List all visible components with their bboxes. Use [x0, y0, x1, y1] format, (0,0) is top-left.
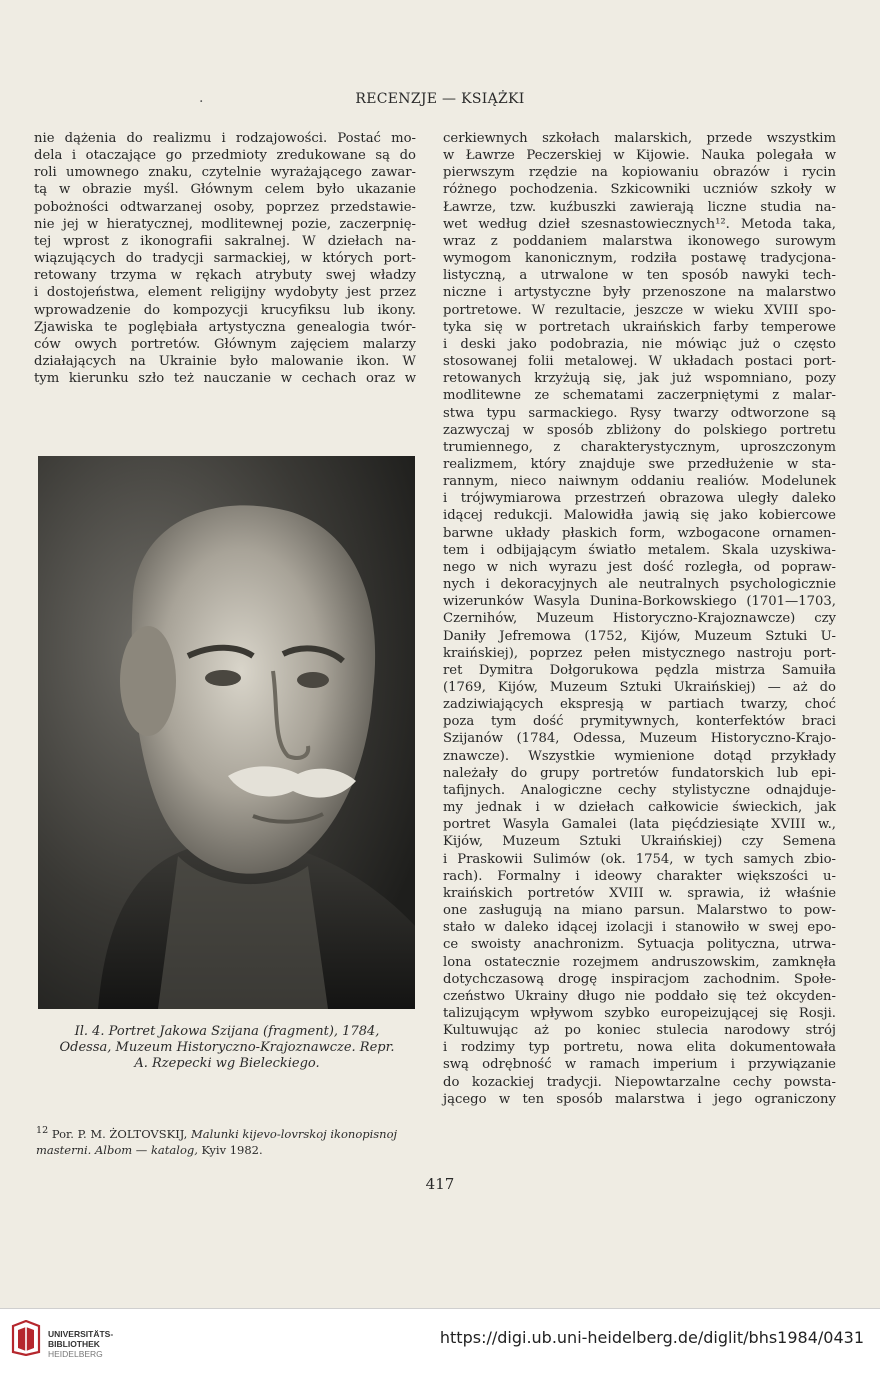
- right_column-line: listyczną, a utrwalone w ten sposób nawyki tech-: [443, 268, 836, 284]
- right_column-line: portretowe. W rezultacie, jeszcze w wieku XVIII spo-: [443, 302, 836, 318]
- left_column-line: działających na Ukrainie było malowanie ikon. W: [34, 354, 416, 370]
- right_column-line: Kultuwując aż po koniec stulecia narodowy strój: [443, 1023, 836, 1039]
- right_column-line: Czernihów, Muzeum Historyczno-Krajoznawcze) czy: [443, 611, 836, 627]
- right_column-line: lona ostatecznie rozejmem andruszowskim, zamknęła: [443, 954, 836, 970]
- right_column-line: stwa typu sarmackiego. Rysy twarzy odtworzone są: [443, 405, 836, 421]
- right_column-line: trumiennego, z charakterystycznym, uproszczonym: [443, 439, 836, 455]
- page-number: 417: [425, 1175, 455, 1193]
- caption-line: Il. 4. Portret Jakowa Szijana (fragment), 1784,: [74, 1024, 380, 1039]
- right_column-line: tyka się w portretach ukraińskich farby temperowe: [443, 319, 836, 335]
- caption-line: Odessa, Muzeum Historyczno-Krajoznawcze. Repr.: [59, 1040, 395, 1055]
- right_column-line: Kijów, Muzeum Sztuki Ukraińskiej) czy Semena: [443, 834, 836, 850]
- library-name: [48, 1329, 113, 1359]
- right_column-line: nych i dekoracyjnych ale neutralnych psychologicznie: [443, 577, 836, 593]
- running-header: RECENZJE — KSIĄŻKI: [355, 91, 525, 107]
- right_column-line: zazwyczaj w sposób zbliżony do polskiego portretu: [443, 422, 836, 438]
- right_column-line: wizerunków Wasyla Dunina-Borkowskiego (1701—1703,: [443, 594, 836, 610]
- figure-caption: [36, 1024, 418, 1072]
- right_column-line: rach). Formalny i ideowy charakter większości u-: [443, 868, 836, 884]
- right_column-line: dotychczasową drogę inspiracjom zachodnim. Społe-: [443, 971, 836, 987]
- university-library-logo-icon: [10, 1320, 42, 1356]
- right_column-line: różnego pochodzenia. Szkicowniki uczniów szkoły w: [443, 182, 836, 198]
- library-name-line-3: HEIDELBERG: [48, 1349, 103, 1359]
- right_column-line: nego w nich wyrazu jest dość rozległa, od popraw-: [443, 559, 836, 575]
- right_column-line: stało w daleko idącej izolacji i stanowiło w swej epo-: [443, 920, 836, 936]
- right_column-line: swą odrębność w ramach imperium i przywiązanie: [443, 1057, 836, 1073]
- right_column-line: ret Dymitra Dołgorukowa pędzla mistrza Samuiła: [443, 662, 836, 678]
- left_column-line: wprowadzenie do kompozycji krucyfiksu lub ikony.: [34, 302, 416, 318]
- footnote-title: Malunki kijevo-lovrskoj ikonopisnoj masterni. Albom — katalog,: [36, 1126, 398, 1157]
- page-dot-mark: .: [199, 90, 204, 106]
- left_column-line: ców owych portretów. Głównym zajęciem malarzy: [34, 336, 416, 352]
- right_column-line: kraińskiej), poprzez pełen mistycznego nastroju port-: [443, 645, 836, 661]
- right_column-line: Szijanów (1784, Odessa, Muzeum Historyczno-Krajo-: [443, 731, 836, 747]
- footnote-12: [36, 1123, 426, 1158]
- right_column-line: pierwszym rzędzie na kopiowaniu obrazów i rycin: [443, 165, 836, 181]
- left_column-line: tej wprost z ikonografii sakralnej. W dziełach na-: [34, 233, 416, 249]
- caption-line: A. Rzepecki wg Bieleckiego.: [134, 1056, 320, 1071]
- right_column-line: retowanych krzyżują się, jak już wspomniano, pozy: [443, 371, 836, 387]
- right_column-line: rannym, nieco naiwnym oddaniu realiów. Modelunek: [443, 474, 836, 490]
- right_column-line: stosowanej folii metalowej. W układach postaci port-: [443, 354, 836, 370]
- left_column-line: Zjawiska te poglębiała artystyczna genealogia twór-: [34, 319, 416, 335]
- right_column-line: tem i odbijającym światło metalem. Skala uzyskiwa-: [443, 542, 836, 558]
- right_column-line: do kozackiej tradycji. Niepowtarzalne cechy powsta-: [443, 1074, 836, 1090]
- left_column-line: wiązujących do tradycji sarmackiej, w których port-: [34, 251, 416, 267]
- right_column-line: cerkiewnych szkołach malarskich, przede wszystkim: [443, 131, 836, 146]
- left_column-line: pobożności odtwarzanej osoby, poprzez przedstawie-: [34, 199, 416, 215]
- right_column-line: wet według dzieł szesnastowiecznych¹². Metoda taka,: [443, 216, 836, 232]
- footnote-number: 12: [36, 1125, 49, 1136]
- right_column-line: należały do grupy portretów fundatorskich lub epi-: [443, 765, 836, 781]
- right_column-line: i trójwymiarowa przestrzeń obrazowa uległy daleko: [443, 491, 836, 507]
- right_column-line: Daniły Jefremowa (1752, Kijów, Muzeum Sztuki U-: [443, 628, 836, 644]
- viewer-footer: [0, 1308, 880, 1374]
- left_column-line: dela i otaczające go przedmioty zredukowane są do: [34, 148, 416, 164]
- right_column-line: i deski jako podobrazia, nie mówiąc już o często: [443, 336, 836, 352]
- library-name-line-1: UNIVERSITÄTS-: [48, 1329, 114, 1339]
- right_column-line: barwne układy płaskich form, wzbogacone ornamen-: [443, 525, 836, 541]
- footnote-text-before: Por. P. M. ŻOLTOVSKIJ,: [51, 1126, 191, 1141]
- right_column-line: idącej redukcji. Malowidła jawią się jako kobiercowe: [443, 508, 836, 524]
- right-column-text: [443, 130, 836, 1108]
- right_column-line: zadziwiających ekspresją w partiach twarzy, choć: [443, 697, 836, 713]
- right_column-line: czeństwo Ukrainy długo nie poddało się też okcyden-: [443, 988, 836, 1004]
- right_column-line: wymogom kanonicznym, rodziła postawę tradycjona-: [443, 251, 836, 267]
- right_column-line: kraińskich portretów XVIII w. sprawia, iż właśnie: [443, 885, 836, 901]
- left_column-line: nie jej w hieratycznej, modlitewnej pozie, zaczerpnię-: [34, 216, 416, 232]
- permalink-url[interactable]: https://digi.ub.uni-heidelberg.de/diglit/bhs1984/0431: [439, 1328, 864, 1347]
- right_column-line: realizmem, który znajduje swe przedłużenie w sta-: [443, 456, 836, 472]
- left_column-line: tym kierunku szło też nauczanie w cechach oraz w: [34, 371, 416, 387]
- left_column-line: nie dążenia do realizmu i rodzajowości. Postać mo-: [34, 131, 416, 146]
- right_column-line: poza tym dość prymitywnych, konterfektów braci: [443, 714, 836, 730]
- right_column-line: jącego w ten sposób malarstwa i jego ograniczony: [443, 1091, 836, 1107]
- left-column-text: [34, 130, 416, 387]
- right_column-line: (1769, Kijów, Muzeum Sztuki Ukraińskiej) — aż do: [443, 680, 836, 695]
- right_column-line: tafijnych. Analogiczne cechy stylistyczne odnajduje-: [443, 782, 836, 798]
- right_column-line: znawcze). Wszystkie wymienione dotąd przykłady: [443, 748, 836, 764]
- footnote-text-after: Kyiv 1982.: [197, 1142, 263, 1157]
- right_column-line: modlitewne ze schematami zaczerpniętymi z malar-: [443, 388, 836, 404]
- left_column-line: tą w obrazie myśl. Głównym celem było ukazanie: [34, 182, 416, 198]
- left_column-line: retowany trzyma w rękach atrybuty swej władzy: [34, 268, 416, 284]
- right_column-line: wraz z poddaniem malarstwa ikonowego surowym: [443, 233, 836, 249]
- right_column-line: i rodzimy typ portretu, nowa elita dokumentowała: [443, 1040, 836, 1056]
- right_column-line: my jednak i w dziełach całkowicie świeckich, jak: [443, 800, 836, 816]
- library-name-line-2: BIBLIOTHEK: [48, 1339, 100, 1349]
- right_column-line: niczne i artystyczne były przenoszone na malarstwo: [443, 285, 836, 301]
- right_column-line: one zasługują na miano parsun. Malarstwo to pow-: [443, 903, 836, 919]
- portrait-image: [38, 456, 415, 1009]
- right_column-line: w Ławrze Peczerskiej w Kijowie. Nauka polegała w: [443, 148, 836, 164]
- right_column-line: talizującym wpływom szybko europeizującej się Rosji.: [443, 1005, 836, 1021]
- left_column-line: roli umownego znaku, czytelnie wyrażającego zawar-: [34, 165, 416, 181]
- right_column-line: i Praskowii Sulimów (ok. 1754, w tych samych zbio-: [443, 851, 836, 867]
- right_column-line: Ławrze, tzw. kuźbuszki zawierają liczne studia na-: [443, 199, 836, 215]
- right_column-line: portret Wasyla Gamalei (lata pięćdziesiąte XVIII w.,: [443, 817, 836, 833]
- left_column-line: i dostojeństwa, element religijny wydobyty jest przez: [34, 285, 416, 301]
- portrait-illustration: [38, 456, 415, 1009]
- right_column-line: ce swoisty anachronizm. Sytuacja polityczna, utrwa-: [443, 937, 836, 953]
